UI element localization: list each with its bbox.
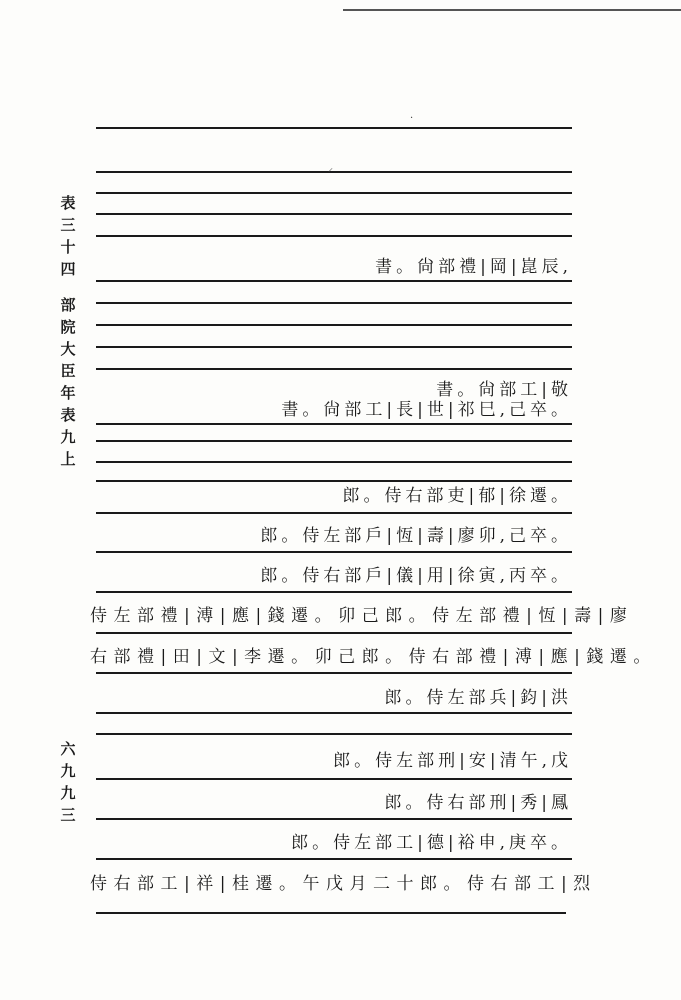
table-rule <box>96 461 572 463</box>
table-rule <box>96 127 572 129</box>
entry-line: 侍右部工|祥|桂遷。午戊月二十郎。侍右部工|烈 <box>90 874 597 894</box>
table-rule <box>96 712 572 714</box>
page-number <box>58 738 78 826</box>
table-rule <box>96 423 572 425</box>
entry-line: 侍左部禮|溥|應|錢遷。卯己郎。侍左部禮|恆|壽|廖 <box>90 606 634 626</box>
margin-title-char: 年 <box>60 384 76 402</box>
table-rule <box>96 368 572 370</box>
margin-title-char: 三 <box>60 216 76 234</box>
page-number-char: 九 <box>60 762 76 780</box>
entry-line: 書。尙部禮|岡|崑辰, <box>375 257 572 277</box>
table-rule <box>96 672 572 674</box>
table-rule <box>96 213 572 215</box>
table-rule <box>96 192 572 194</box>
entry-line: 郎。侍左部戶|恆|壽|廖卯,己卒。 <box>260 526 572 546</box>
table-rule <box>96 324 572 326</box>
entry-line: 郎。侍右部吏|郁|徐遷。 <box>342 486 572 506</box>
page-number-char: 九 <box>60 784 76 802</box>
margin-title-char: 十 <box>60 238 76 256</box>
margin-title-char: 院 <box>60 318 76 336</box>
table-rule <box>96 632 572 634</box>
table-rule <box>96 440 572 442</box>
table-rule <box>96 912 566 914</box>
margin-title-char: 大 <box>60 340 76 358</box>
entry-line: 郎。侍左部兵|鈞|洪 <box>384 688 572 708</box>
entry-line: 郎。侍左部工|德|裕申,庚卒。 <box>291 833 572 853</box>
margin-title-char: 上 <box>60 450 76 468</box>
ink-mark: ⸝ <box>328 163 333 174</box>
margin-title-char: 部 <box>60 296 76 314</box>
table-rule <box>96 280 572 282</box>
table-rule <box>96 591 572 593</box>
margin-title-char: 九 <box>60 428 76 446</box>
table-rule <box>96 733 572 735</box>
entry-line: 書。尙部工|敬 <box>436 380 572 400</box>
table-rule <box>96 235 572 237</box>
page-number-char: 三 <box>60 806 76 824</box>
table-rule <box>96 858 572 860</box>
entry-line: 郎。侍左部刑|安|清午,戊 <box>333 751 572 771</box>
table-rule <box>96 171 572 173</box>
entry-line: 書。尙部工|長|世|祁巳,己卒。 <box>281 400 572 420</box>
margin-title-char: 臣 <box>60 362 76 380</box>
margin-title <box>58 192 78 470</box>
table-rule <box>96 512 572 514</box>
table-rule <box>96 302 572 304</box>
margin-title-char: 表 <box>60 194 76 212</box>
table-rule <box>96 551 572 553</box>
page-number-char: 六 <box>60 740 76 758</box>
table-rule <box>96 480 572 482</box>
table-rule <box>96 818 572 820</box>
entry-line: 郎。侍右部刑|秀|鳳 <box>384 793 572 813</box>
margin-title-char: 表 <box>60 406 76 424</box>
table-rule <box>96 778 572 780</box>
table-rule <box>96 346 572 348</box>
margin-title-char <box>58 280 78 294</box>
entry-line: 郎。侍右部戶|儀|用|徐寅,丙卒。 <box>260 566 572 586</box>
top-border-line <box>343 9 681 11</box>
ink-mark: · <box>410 113 414 124</box>
entry-line: 右部禮|田|文|李遷。卯己郎。侍右部禮|溥|應|錢遷。 <box>90 647 657 667</box>
margin-title-char: 四 <box>60 260 76 278</box>
